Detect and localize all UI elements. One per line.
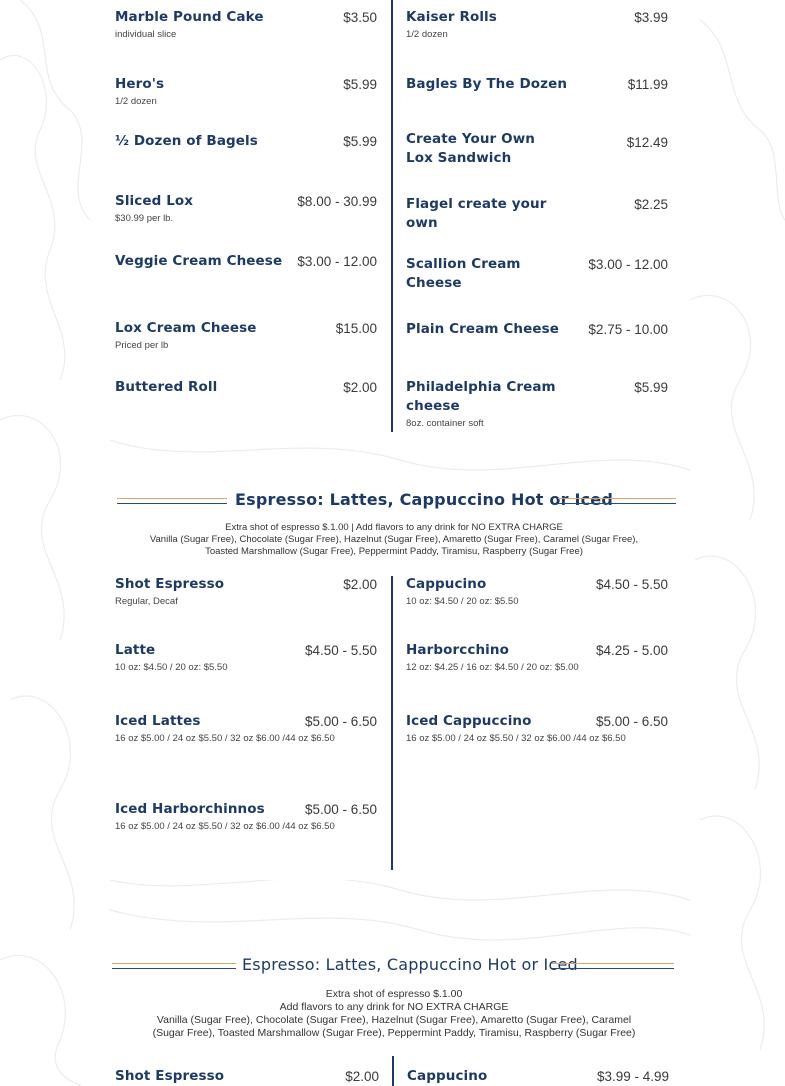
menu-item: [407, 1067, 669, 1086]
note-line: Add flavors to any drink for NO EXTRA CHARGE: [279, 1001, 509, 1013]
section-note: [100, 988, 688, 1040]
note-line: Vanilla (Sugar Free), Chocolate (Sugar Free), Hazelnut (Sugar Free), Amaretto (Sugar Free), Caramel: [156, 1014, 632, 1026]
menu-item: [406, 255, 668, 293]
menu-item: [115, 8, 377, 41]
item-price: $4.50 - 5.50: [595, 577, 668, 592]
column-divider: [391, 0, 393, 432]
section-note: [100, 522, 688, 558]
item-price: $11.99: [627, 77, 668, 92]
item-name: Shot Espresso: [115, 576, 225, 592]
menu-item: [406, 8, 668, 41]
menu-item: [115, 192, 377, 225]
section-title: Espresso: Lattes, Cappuccino Hot or Iced: [242, 955, 578, 974]
item-name: Latte: [115, 642, 156, 658]
item-name: Create Your Own Lox Sandwich: [406, 131, 535, 166]
item-price: $5.00 - 6.50: [595, 714, 668, 729]
item-price: $5.99: [634, 380, 668, 395]
menu-item: [406, 320, 668, 339]
item-price: $2.00: [343, 380, 377, 395]
item-price: $3.99 - 4.99: [596, 1069, 669, 1084]
item-price: $5.99: [343, 77, 377, 92]
item-name: Harborcchino: [406, 642, 509, 658]
item-description: 10 oz: $4.50 / 20 oz: $5.50: [406, 596, 519, 607]
note-line: Toasted Marshmallow (Sugar Free), Peppermint Paddy, Tiramisu, Raspberry (Sugar Free): [205, 546, 583, 557]
item-description: individual slice: [115, 29, 177, 40]
title-rule-left: [112, 963, 236, 969]
menu-item: [115, 712, 377, 745]
menu-item: [115, 641, 377, 674]
item-description: Priced per lb: [115, 340, 169, 351]
item-price: $8.00 - 30.99: [297, 194, 377, 209]
note-line: (Sugar Free), Toasted Marshmallow (Sugar Free), Peppermint Paddy, Tiramisu, Raspberry (Sugar Free): [152, 1027, 636, 1039]
item-name: Plain Cream Cheese: [406, 321, 559, 337]
item-name: Philadelphia Cream cheese: [406, 379, 556, 414]
item-price: $4.25 - 5.00: [595, 643, 668, 658]
menu-item: [115, 378, 377, 397]
item-name: Bagles By The Dozen: [406, 76, 568, 92]
column-divider: [391, 576, 393, 870]
item-price: $12.49: [626, 135, 668, 150]
item-price: $4.50 - 5.50: [304, 643, 377, 658]
item-description: 12 oz: $4.25 / 16 oz: $4.50 / 20 oz: $5.00: [406, 662, 579, 673]
item-name: Iced Lattes: [115, 713, 201, 729]
item-name: Flagel create your own: [406, 196, 547, 231]
menu-item: [406, 195, 668, 233]
item-price: $3.99: [634, 10, 668, 25]
item-price: $3.00 - 12.00: [588, 257, 668, 272]
item-price: $2.75 - 10.00: [588, 322, 668, 337]
menu-item: [406, 130, 668, 168]
item-description: Regular, Decaf: [115, 596, 178, 607]
title-rule-right: [558, 498, 676, 504]
item-name: Shot Espresso: [115, 1068, 225, 1084]
menu-item: [115, 575, 377, 608]
item-description: 16 oz $5.00 / 24 oz $5.50 / 32 oz $6.00 /44 oz $6.50: [406, 733, 626, 744]
item-price: $5.00 - 6.50: [304, 802, 377, 817]
item-name: Kaiser Rolls: [406, 9, 497, 25]
title-rule-right: [552, 963, 674, 969]
note-line: Extra shot of espresso $.1.00: [325, 988, 463, 1000]
item-description: 16 oz $5.00 / 24 oz $5.50 / 32 oz $6.00 /44 oz $6.50: [115, 821, 335, 832]
item-name: Scallion Cream Cheese: [406, 256, 521, 291]
menu-item: [406, 378, 668, 430]
item-price: $5.99: [343, 134, 377, 149]
item-description: 10 oz: $4.50 / 20 oz: $5.50: [115, 662, 228, 673]
item-description: $30.99 per lb.: [115, 213, 174, 224]
menu-item: [406, 712, 668, 745]
menu-item: [115, 800, 377, 833]
item-description: 8oz. container soft: [406, 418, 484, 429]
item-price: $3.50: [343, 10, 377, 25]
item-name: Veggie Cream Cheese: [115, 253, 283, 269]
item-description: 16 oz $5.00 / 24 oz $5.50 / 32 oz $6.00 /44 oz $6.50: [115, 733, 335, 744]
menu-item: [115, 252, 377, 271]
item-name: Lox Cream Cheese: [115, 320, 257, 336]
menu-item: [406, 641, 668, 674]
item-description: 1/2 dozen: [115, 96, 157, 107]
menu-item: [115, 319, 377, 352]
item-name: ½ Dozen of Bagels: [115, 133, 258, 149]
item-price: $15.00: [335, 321, 377, 336]
item-price: $3.00 - 12.00: [297, 254, 377, 269]
item-price: $2.25: [634, 197, 668, 212]
item-price: $5.00 - 6.50: [304, 714, 377, 729]
item-price: $2.00: [343, 577, 377, 592]
item-name: Hero's: [115, 76, 165, 92]
item-name: Iced Harborchinnos: [115, 801, 265, 817]
note-line: Vanilla (Sugar Free), Chocolate (Sugar Free), Hazelnut (Sugar Free), Amaretto (Sugar Free), Caramel (Sugar Free),: [149, 534, 639, 545]
item-name: Cappucino: [406, 576, 487, 592]
column-divider: [392, 1056, 394, 1086]
menu-item: [115, 1067, 379, 1086]
section-title: Espresso: Lattes, Cappuccino Hot or Iced: [235, 490, 614, 509]
item-description: 1/2 dozen: [406, 29, 448, 40]
item-name: Iced Cappuccino: [406, 713, 532, 729]
item-price: $2.00: [345, 1069, 379, 1084]
item-name: Marble Pound Cake: [115, 9, 264, 25]
menu-item: [115, 132, 377, 151]
note-line: Extra shot of espresso $.1.00 | Add flavors to any drink for NO EXTRA CHARGE: [225, 522, 563, 533]
title-rule-left: [117, 498, 227, 504]
menu-item: [115, 75, 377, 108]
item-name: Buttered Roll: [115, 379, 218, 395]
menu-item: [406, 75, 668, 94]
item-name: Sliced Lox: [115, 193, 194, 209]
item-name: Cappucino: [407, 1068, 488, 1084]
menu-item: [406, 575, 668, 608]
